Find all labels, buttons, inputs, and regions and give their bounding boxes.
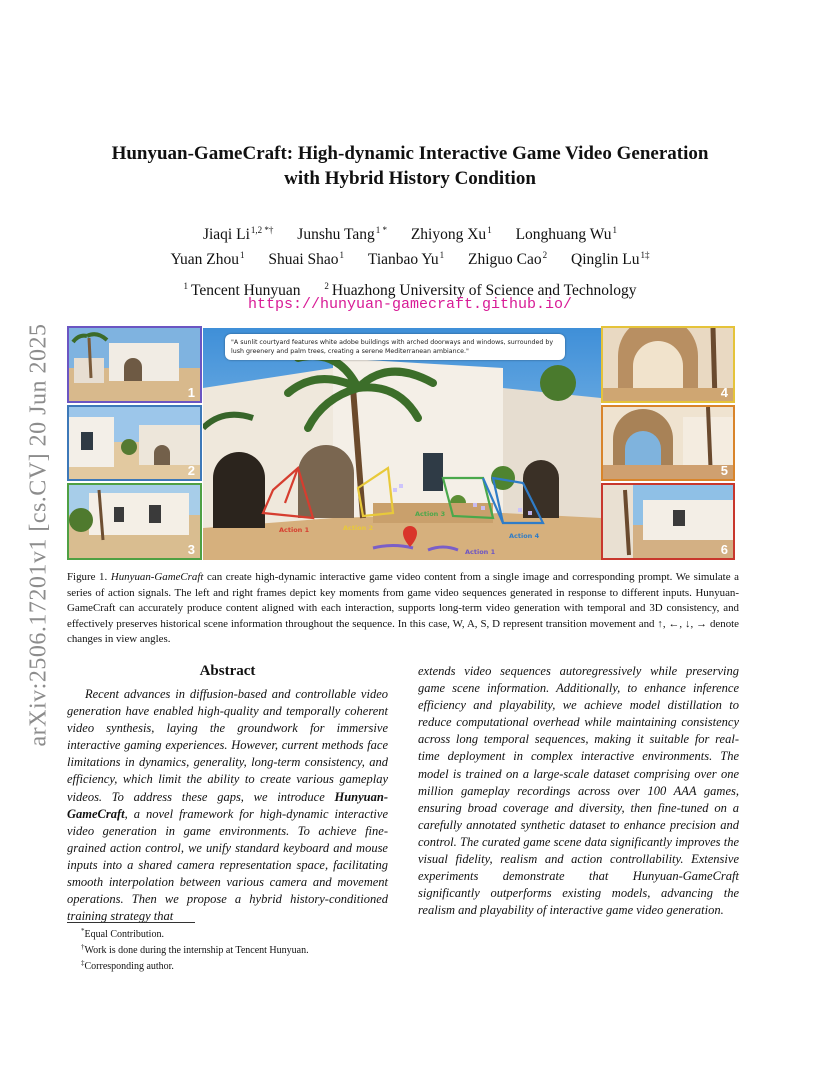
action-label: Action 1: [279, 526, 310, 534]
author: Longhuang Wu$^1$: [515, 225, 618, 243]
footnote: ‡Corresponding author.: [81, 959, 174, 972]
abstract-text: extends video sequences autoregressively while preserving game scene information. Additionally, to enhance inference efficiency and playability, we achieve model distillation to reduce computational overhead while maintaining consistency across long temporal sequences, making it suitable for real-time deployment in complex interactive environments. The model is trained on a large-scale dataset comprising over one million gameplay recordings across over 100 AAA games, ensuring broad coverage and diversity, then fine-tuned on a carefully annotated synthetic dataset to enhance precision and control. The curated game scene data significantly improves the visual fidelity, realism and action controllability. Extensive experiments demonstrate that Hunyuan-GameCraft significantly outperforms existing models, advancing the realism and playability of interactive game video generation.: [418, 664, 739, 918]
frame-1: [67, 326, 202, 403]
courtyard-thumbnail: [603, 328, 733, 401]
frame-number: 1: [187, 385, 195, 400]
author-list: [60, 220, 760, 270]
author: Shuai Shao$^1$: [268, 250, 345, 268]
courtyard-thumbnail: [69, 407, 200, 479]
arxiv-stamp: [24, 300, 54, 770]
action-label: Action 2: [343, 524, 374, 532]
frame-3: [67, 483, 202, 560]
author: Junshu Tang$^{1 *}$: [297, 225, 387, 243]
frame-4: [601, 326, 735, 403]
figure-method-name: Hunyuan-GameCraft: [110, 571, 204, 583]
method-name: Hunyuan-GameCraft: [67, 789, 388, 821]
author: Zhiguo Cao$^2$: [468, 250, 548, 268]
project-url-link[interactable]: https://hunyuan-gamecraft.github.io/: [247, 296, 573, 313]
author: Yuan Zhou$^1$: [170, 250, 245, 268]
frame-number: 2: [187, 463, 195, 478]
courtyard-thumbnail: [603, 407, 733, 479]
author: Qinglin $Lu^{1\ddagger}$: [571, 250, 650, 268]
scene-prompt: "A sunlit courtyard features white adobe buildings with arched doorways and windows, surrounded by lush greenery and palm trees, creating a serene Mediterranean ambiance.": [225, 334, 565, 360]
paper-title: [60, 141, 760, 191]
frame-number: 5: [720, 463, 728, 478]
author-row-1: [60, 220, 760, 245]
arxiv-id: arXiv:2506.17201v1 [cs.CV] 20 Jun 2025: [25, 323, 52, 747]
author: Tianbao Yu$^1$: [367, 250, 445, 268]
abstract-text: Recent advances in diffusion-based and controllable video generation have enabled high-quality and temporally coherent video synthesis, laying the groundwork for immersive interactive gaming experiences. However, current methods face limitations in dynamics, generality, long-term consistency, and efficiency, which limit the ability to create various gameplay videos. To address these gaps, we introduce: [67, 687, 388, 804]
frame-6: [601, 483, 735, 560]
author: Jiaqi $Li^{1,2 *\dagger}$: [202, 225, 274, 243]
abstract-heading: Abstract: [199, 663, 256, 679]
author-row-2: [60, 245, 760, 270]
abstract-left-column: [67, 686, 388, 925]
frame-number: 4: [720, 385, 728, 400]
footnote: †Work is done during the internship at Tencent Hunyuan.: [81, 943, 309, 956]
frame-number: 3: [187, 542, 195, 557]
courtyard-thumbnail: [69, 328, 200, 401]
title-line-1: Hunyuan-GameCraft: High-dynamic Interactive Game Video Generation: [111, 143, 709, 164]
figure-caption: [67, 570, 739, 648]
action-label: Action 1: [465, 548, 496, 556]
frame-5: [601, 405, 735, 481]
footnote: *Equal Contribution.: [81, 927, 164, 940]
footnotes: [67, 925, 397, 973]
courtyard-thumbnail: [69, 485, 200, 558]
abstract-text: , a novel framework for high-dynamic interactive video generation in game environments. To achieve fine-grained action control, we unify standard keyboard and mouse inputs into a shared camera representation space, facilitating smooth interpolation between various camera and movement operations. Then we propose a hybrid history-conditioned training strategy that: [67, 806, 388, 924]
courtyard-scene: [203, 328, 601, 560]
title-line-2: with Hybrid History Condition: [284, 168, 536, 189]
figure-label: Figure 1.: [67, 571, 108, 583]
author: Zhiyong Xu$^1$: [410, 225, 492, 243]
footnote-divider: [67, 922, 195, 923]
affiliation: $^2$ Huazhong University of Science and Technology: [324, 281, 637, 299]
affiliation: $^1$ Tencent Hunyuan: [183, 281, 301, 299]
frame-number: 6: [720, 542, 728, 557]
frame-2: [67, 405, 202, 481]
teaser-figure: [67, 326, 735, 562]
courtyard-thumbnail: [603, 485, 733, 558]
abstract-right-column: [418, 663, 739, 919]
action-label: Action 4: [509, 532, 540, 540]
figure-caption-text: can create high-dynamic interactive game video content from a single image and corresponding prompt. We simulate a series of action signals. The left and right frames depict key moments from game video sequences generated in response to different inputs. Hunyuan-GameCraft can accurately produce content aligned with each interaction, supports long-term video generation with temporal and 3D consistency, and effectively preserves historical scene information throughout the sequence. In this case, W, A, S, D represent transition movement and ↑, ←, ↓, → denote changes in view angles.: [67, 571, 739, 645]
action-label: Action 3: [415, 510, 446, 518]
center-scene-image: [203, 328, 601, 560]
